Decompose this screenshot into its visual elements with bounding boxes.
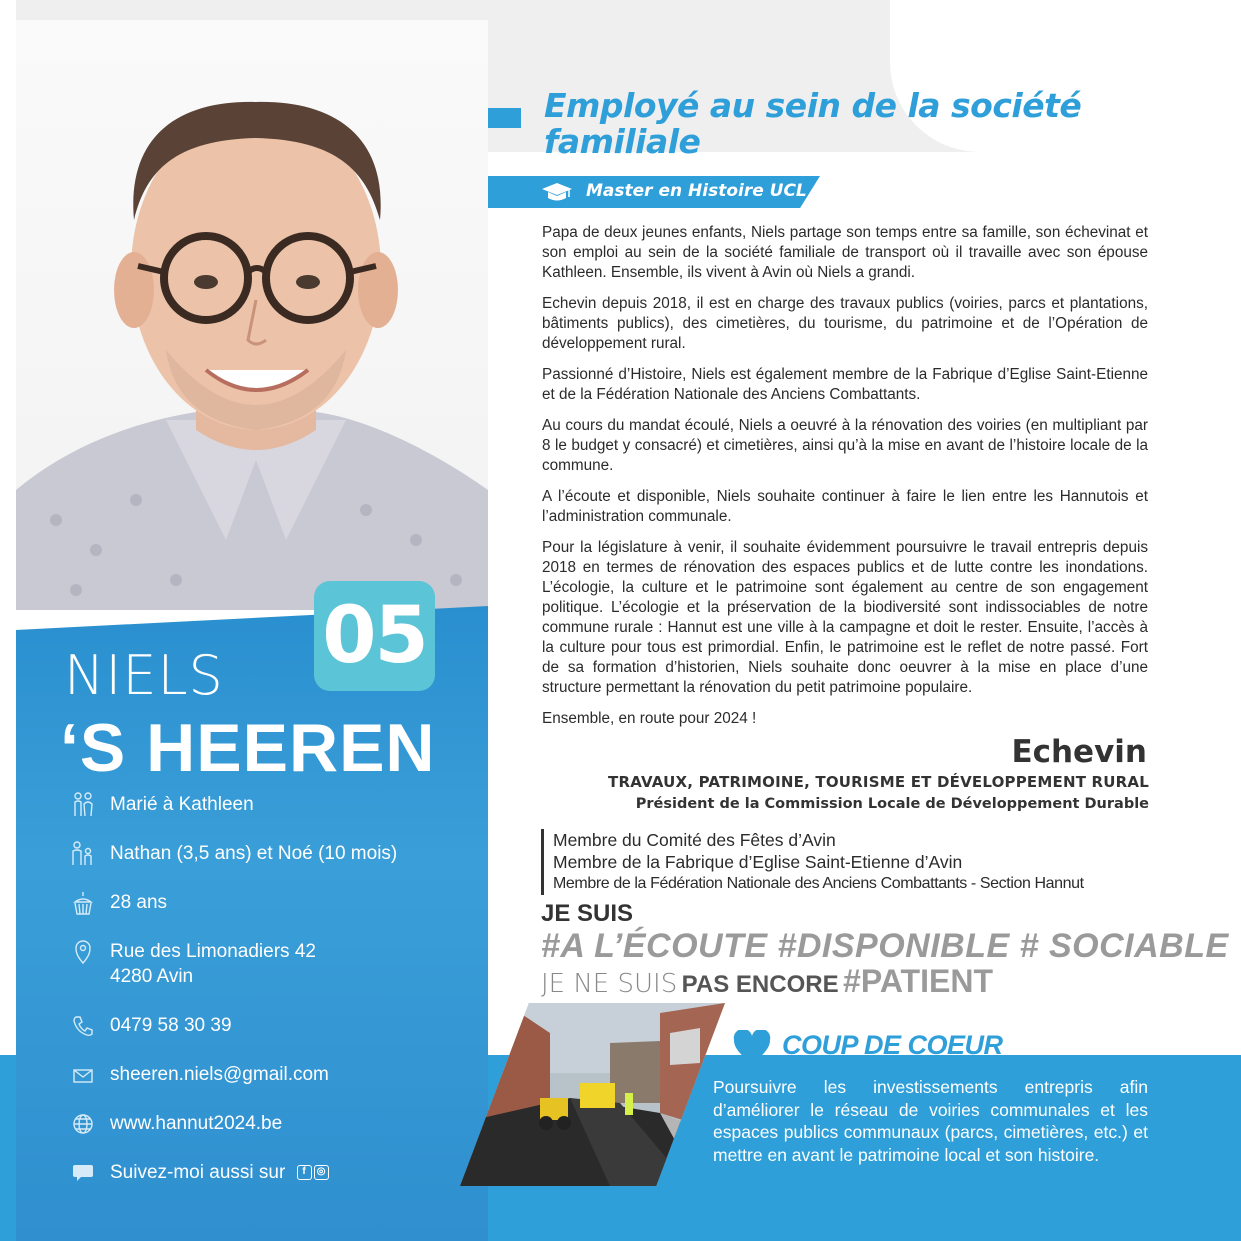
instagram-icon[interactable]: ◎ bbox=[314, 1165, 329, 1180]
coup-de-coeur-title: COUP DE COEUR bbox=[782, 1030, 1003, 1060]
address-line-2: 4280 Avin bbox=[110, 966, 194, 987]
email-address[interactable]: sheeren.niels@gmail.com bbox=[110, 1064, 329, 1085]
info-social bbox=[70, 1160, 329, 1186]
candidate-first-name: NIELS bbox=[64, 644, 224, 707]
couple-icon bbox=[70, 792, 96, 818]
graduation-cap-icon bbox=[541, 182, 573, 202]
degree-label: Master en Histoire UCL bbox=[586, 181, 807, 201]
email-icon bbox=[70, 1062, 96, 1088]
membership-item: Membre de la Fabrique d’Eglise Saint-Etienne d’Avin bbox=[553, 852, 963, 872]
role-commission: Président de la Commission Locale de Développement Durable bbox=[635, 796, 1149, 812]
info-website bbox=[70, 1111, 282, 1137]
memberships-list bbox=[541, 829, 1084, 895]
cake-icon bbox=[70, 890, 96, 916]
not-yet-line bbox=[541, 963, 993, 1003]
info-age bbox=[70, 890, 167, 916]
address-line-1: Rue des Limonadiers 42 bbox=[110, 941, 316, 962]
heart-icon bbox=[733, 1030, 771, 1066]
coup-de-coeur-text: Poursuivre les investissements entrepris afin d’améliorer le réseau de voiries communales et les espaces publics communaux (parcs, cimetières, etc.) et mettre en avant le patrimoine local et son histoire. bbox=[713, 1077, 1148, 1165]
info-email bbox=[70, 1062, 329, 1088]
candidate-number-badge: 05 bbox=[314, 581, 435, 691]
phone-number[interactable]: 0479 58 30 39 bbox=[110, 1015, 232, 1036]
info-children bbox=[70, 841, 397, 867]
info-marital bbox=[70, 792, 254, 818]
bio-paragraph: Pour la législature à venir, il souhaite évidemment poursuivre le travail entrepris depuis 2018 en termes de rénovation des espaces publics et de lutte contre les inondations. L’écologie, la culture et le patrimoine sont également au centre de son engagement politique. L’écologie et la préservation de la biodiversité sont indissociables de notre commune rurale : Hannut est une ville à la campagne et doit le rester. Ensuite, l’accès à la culture pour tous est primordial. Enfin, le patrimoine est le reflet de notre passé. Fort de sa formation d’historien, Niels souhaite donc oeuvrer à la mise en place d’une structure permettant la rénovation du petit patrimoine populaire. bbox=[542, 539, 1148, 696]
address bbox=[110, 939, 316, 989]
social-label-text: Suivez-moi aussi sur bbox=[110, 1162, 286, 1183]
children: Nathan (3,5 ans) et Noé (10 mois) bbox=[110, 843, 398, 864]
membership-item: Membre de la Fédération Nationale des Anciens Combattants - Section Hannut bbox=[553, 875, 1084, 892]
patient-hashtag: #PATIENT bbox=[843, 963, 993, 999]
candidate-portrait bbox=[16, 20, 488, 610]
membership-item: Membre du Comité des Fêtes d’Avin bbox=[553, 830, 836, 850]
je-ne-suis-label: JE NE SUIS bbox=[541, 969, 678, 999]
phone-icon bbox=[70, 1013, 96, 1039]
website-link[interactable]: www.hannut2024.be bbox=[110, 1113, 283, 1134]
title-marker bbox=[488, 108, 521, 128]
info-address bbox=[70, 939, 316, 989]
social-icons bbox=[297, 1165, 329, 1180]
bio-paragraph: Passionné d’Histoire, Niels est également membre de la Fabrique d’Eglise Saint-Etienne et de la Fédération Nationale des Anciens Combattants. bbox=[542, 366, 1148, 403]
marital-status: Marié à Kathleen bbox=[110, 794, 254, 815]
location-pin-icon bbox=[70, 939, 96, 965]
family-icon bbox=[70, 841, 96, 867]
candidate-last-name: ‘S HEEREN bbox=[60, 710, 436, 786]
je-suis-label: JE SUIS bbox=[541, 900, 634, 927]
role-portfolio: TRAVAUX, PATRIMOINE, TOURISME ET DÉVELOPPEMENT RURAL bbox=[608, 773, 1149, 791]
hashtags: #A L’ÉCOUTE #DISPONIBLE # SOCIABLE bbox=[541, 927, 1229, 965]
bio-paragraph: Echevin depuis 2018, il est en charge des travaux publics (voiries, parcs et plantations, bâtiments publics), des cimetières, du tourisme, du patrimoine et de l’Opération de développement rural. bbox=[542, 295, 1148, 352]
social-label bbox=[110, 1160, 329, 1185]
facebook-icon[interactable]: f bbox=[297, 1165, 312, 1180]
globe-icon bbox=[70, 1111, 96, 1137]
chat-bubble-icon bbox=[70, 1160, 96, 1186]
bio-paragraph: A l’écoute et disponible, Niels souhaite continuer à faire le lien entre les Hannutois et l’administration communale. bbox=[542, 488, 1148, 525]
main-title: Employé au sein de la société familiale bbox=[544, 86, 1082, 161]
role-title: Echevin bbox=[1011, 734, 1147, 770]
info-phone bbox=[70, 1013, 232, 1039]
age: 28 ans bbox=[110, 892, 168, 913]
pas-encore-label: PAS ENCORE bbox=[681, 971, 839, 998]
bio-paragraph: Papa de deux jeunes enfants, Niels partage son temps entre sa famille, son échevinat et son emploi au sein de la société familiale de transport où il travaille avec son épouse Kathleen. Ensemble, ils vivent à Avin où Niels a grandi. bbox=[542, 224, 1148, 281]
biography bbox=[542, 223, 1148, 740]
bio-closing: Ensemble, en route pour 2024 ! bbox=[542, 710, 757, 727]
bio-paragraph: Au cours du mandat écoulé, Niels a oeuvré à la rénovation des voiries (en multipliant par 8 le budget y consacré) et cimetières, ainsi qu’à la mise en avant de l’histoire locale de la commune. bbox=[542, 417, 1148, 474]
